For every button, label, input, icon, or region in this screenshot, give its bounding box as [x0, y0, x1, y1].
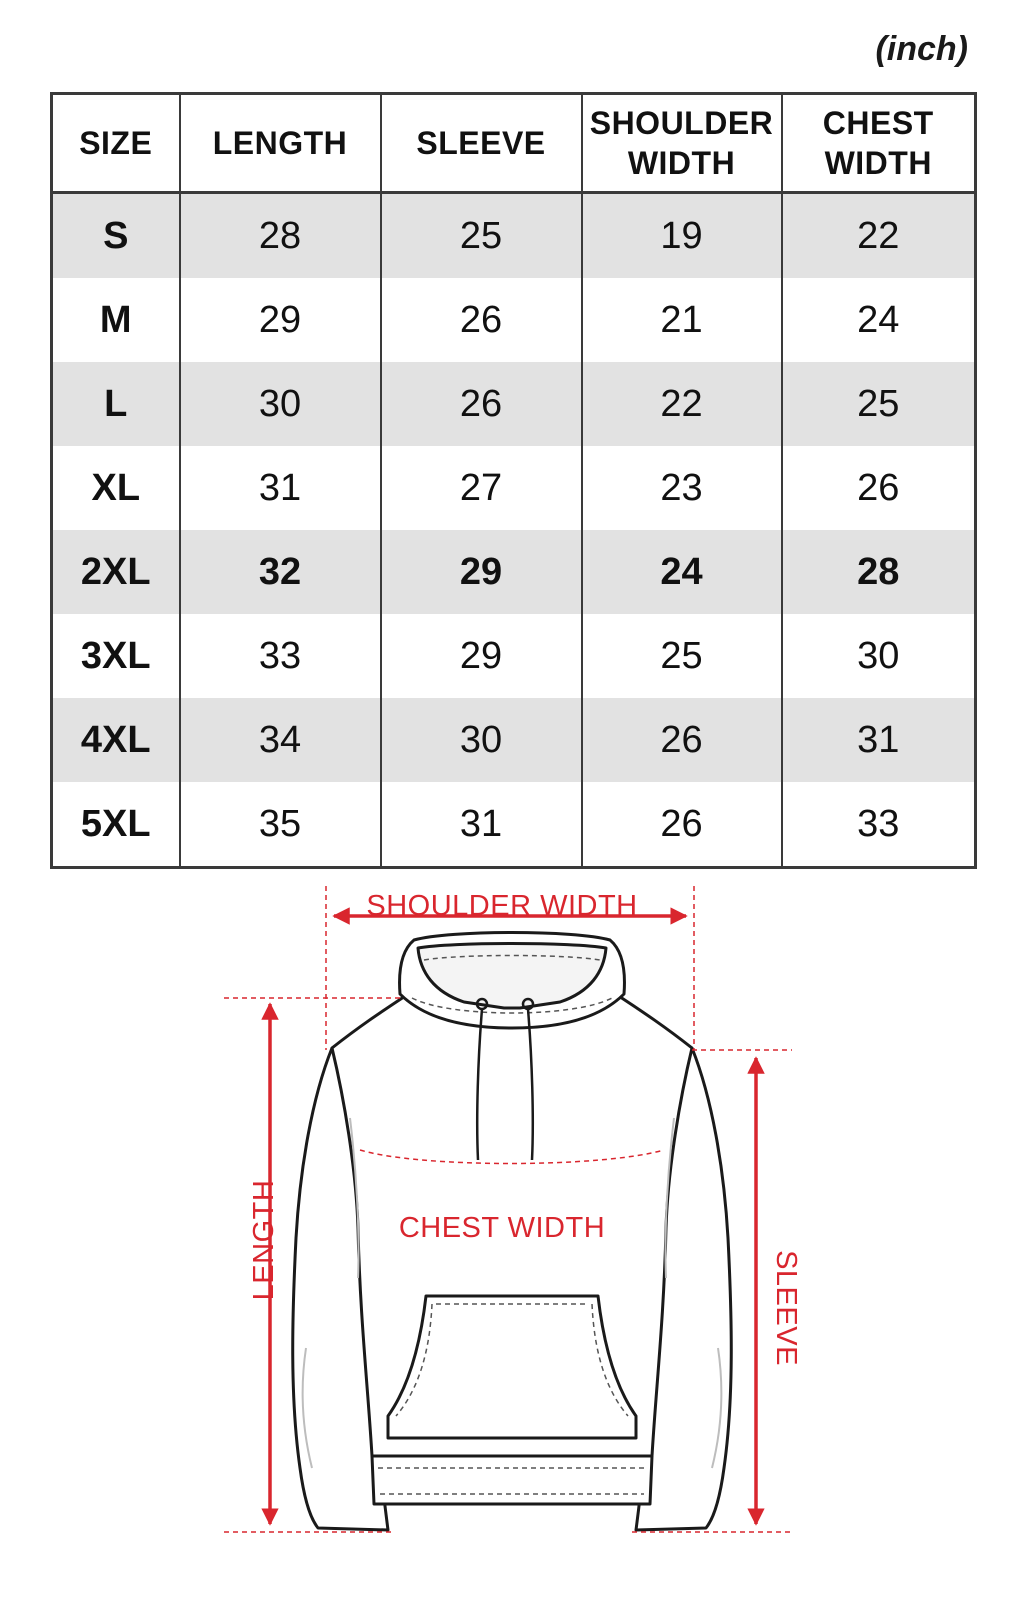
shoulder-cell: 24 [582, 530, 782, 614]
sleeve-cell: 30 [381, 698, 582, 782]
chest-cell: 26 [782, 446, 976, 530]
shoulder-width-label: SHOULDER WIDTH [366, 890, 638, 922]
length-label: LENGTH [248, 1179, 280, 1301]
chest-cell: 30 [782, 614, 976, 698]
header-size: SIZE [52, 94, 180, 193]
chest-cell: 33 [782, 782, 976, 868]
length-cell: 35 [180, 782, 381, 868]
table-row [52, 782, 976, 868]
table-header-row [52, 94, 976, 193]
shoulder-cell: 21 [582, 278, 782, 362]
table-row [52, 614, 976, 698]
size-cell: 2XL [52, 530, 180, 614]
chest-cell: 24 [782, 278, 976, 362]
size-cell: L [52, 362, 180, 446]
sleeve-cell: 27 [381, 446, 582, 530]
table-row [52, 530, 976, 614]
table-row [52, 278, 976, 362]
size-cell: 4XL [52, 698, 180, 782]
table-row [52, 446, 976, 530]
length-cell: 32 [180, 530, 381, 614]
shoulder-cell: 22 [582, 362, 782, 446]
table-row [52, 362, 976, 446]
unit-label: (inch) [875, 30, 968, 68]
hoodie-measurement-diagram [0, 868, 1024, 1608]
header-shoulder-width: SHOULDER WIDTH [582, 94, 782, 193]
sleeve-cell: 31 [381, 782, 582, 868]
size-cell: S [52, 193, 180, 279]
length-cell: 28 [180, 193, 381, 279]
size-cell: M [52, 278, 180, 362]
size-cell: 3XL [52, 614, 180, 698]
sleeve-cell: 29 [381, 614, 582, 698]
length-cell: 33 [180, 614, 381, 698]
chest-cell: 28 [782, 530, 976, 614]
length-cell: 34 [180, 698, 381, 782]
sleeve-cell: 26 [381, 362, 582, 446]
length-cell: 31 [180, 446, 381, 530]
size-cell: XL [52, 446, 180, 530]
shoulder-cell: 19 [582, 193, 782, 279]
table-row [52, 193, 976, 279]
header-sleeve: SLEEVE [381, 94, 582, 193]
sleeve-cell: 26 [381, 278, 582, 362]
shoulder-cell: 23 [582, 446, 782, 530]
chest-cell: 31 [782, 698, 976, 782]
length-cell: 30 [180, 362, 381, 446]
shoulder-cell: 25 [582, 614, 782, 698]
shoulder-cell: 26 [582, 782, 782, 868]
chest-width-label: CHEST WIDTH [398, 1212, 606, 1244]
size-chart-table [50, 92, 977, 869]
header-chest-width: CHEST WIDTH [782, 94, 976, 193]
sleeve-label: SLEEVE [770, 1250, 802, 1366]
header-length: LENGTH [180, 94, 381, 193]
chest-cell: 25 [782, 362, 976, 446]
table-row [52, 698, 976, 782]
sleeve-cell: 25 [381, 193, 582, 279]
chest-cell: 22 [782, 193, 976, 279]
sleeve-cell: 29 [381, 530, 582, 614]
length-cell: 29 [180, 278, 381, 362]
shoulder-cell: 26 [582, 698, 782, 782]
size-cell: 5XL [52, 782, 180, 868]
